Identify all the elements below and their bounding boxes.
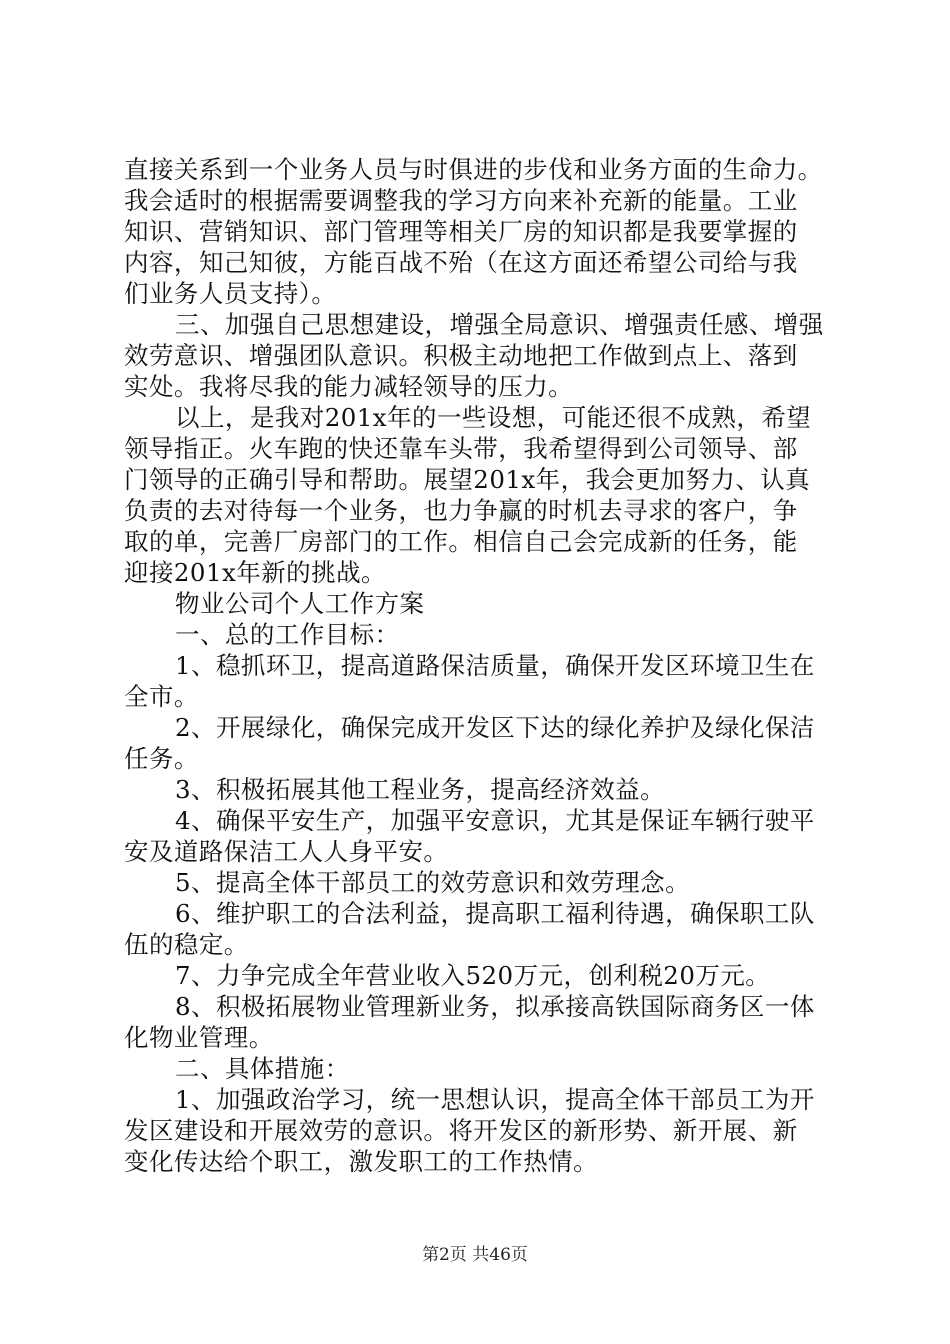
text-line: 任务。 [124,744,199,773]
section-heading: 物业公司个人工作方案 [175,589,425,618]
text-line: 变化传达给个职工，激发职工的工作热情。 [124,1147,599,1176]
text-line: 3、积极拓展其他工程业务，提高经济效益。 [175,775,666,804]
text-line: 我会适时的根据需要调整我的学习方向来补充新的能量。工业 [124,186,798,215]
text-line: 4、确保平安生产，加强平安意识，尤其是保证车辆行驶平 [175,806,815,835]
text-line: 2、开展绿化，确保完成开发区下达的绿化养护及绿化保洁 [175,713,815,742]
text-line: 1、稳抓环卫，提高道路保洁质量，确保开发区环境卫生在 [175,651,815,680]
text-line: 效劳意识、增强团队意识。积极主动地把工作做到点上、落到 [124,341,798,370]
text-line: 安及道路保洁工人人身平安。 [124,837,449,866]
text-line: 全市。 [124,682,199,711]
text-line: 5、提高全体干部员工的效劳意识和效劳理念。 [175,868,691,897]
text-line: 6、维护职工的合法利益，提高职工福利待遇，确保职工队 [175,899,815,928]
text-line: 实处。我将尽我的能力减轻领导的压力。 [124,372,574,401]
section-heading: 二、具体措施： [175,1054,350,1083]
text-line: 直接关系到一个业务人员与时俱进的步伐和业务方面的生命力。 [124,155,823,184]
text-line: 知识、营销知识、部门管理等相关厂房的知识都是我要掌握的 [124,217,798,246]
section-heading: 一、总的工作目标： [175,620,400,649]
page-footer: 第2页 共46页 [422,1245,528,1265]
text-line: 取的单，完善厂房部门的工作。相信自己会完成新的任务，能 [124,527,798,556]
text-line: 以上，是我对201x年的一些设想，可能还很不成熟，希望 [175,403,812,432]
text-line: 伍的稳定。 [124,930,249,959]
text-line: 化物业管理。 [124,1023,274,1052]
text-line: 领导指正。火车跑的快还靠车头带，我希望得到公司领导、部 [124,434,798,463]
text-line: 们业务人员支持）。 [124,279,337,308]
text-line: 内容，知己知彼，方能百战不殆（在这方面还希望公司给与我 [124,248,798,277]
text-line: 负责的去对待每一个业务，也力争赢的时机去寻求的客户，争 [124,496,798,525]
text-line: 1、加强政治学习，统一思想认识，提高全体干部员工为开 [175,1085,815,1114]
text-line: 8、积极拓展物业管理新业务，拟承接高铁国际商务区一体 [175,992,815,1021]
text-line: 三、加强自己思想建设，增强全局意识、增强责任感、增强 [175,310,824,339]
text-line: 迎接201x年新的挑战。 [124,558,386,587]
text-line: 发区建设和开展效劳的意识。将开发区的新形势、新开展、新 [124,1116,798,1145]
text-line: 7、力争完成全年营业收入520万元，创利税20万元。 [175,961,771,990]
text-line: 门领导的正确引导和帮助。展望201x年，我会更加努力、认真 [124,465,811,494]
